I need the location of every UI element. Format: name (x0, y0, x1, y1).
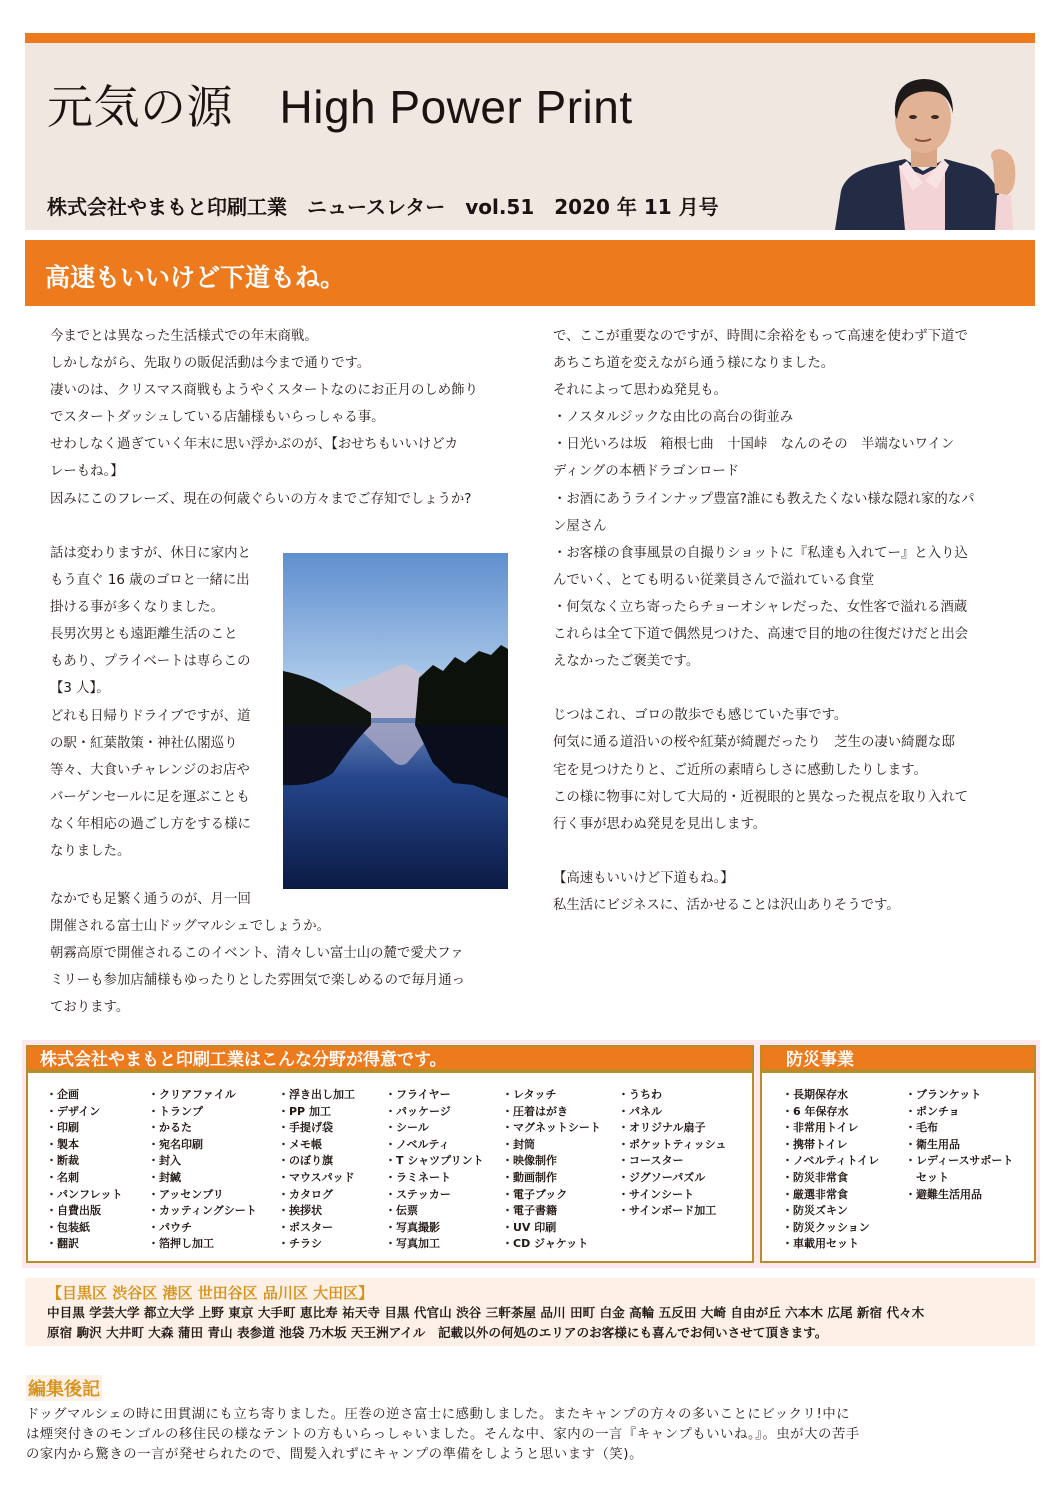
article-line: 私生活にビジネスに、活かせることは沢山ありそうです。 (553, 897, 900, 913)
service-item: ・マグネットシート (502, 1121, 601, 1135)
disaster-item: ・避難生活用品 (905, 1187, 982, 1201)
service-item: ・サインボード加工 (618, 1204, 717, 1218)
editor-note-line: は煙突付きのモンゴルの移住民の様なテントの方もいらっしゃいました。そんな中、家内の一言『キャンプもいいね。』。虫が大の苦手 (26, 1427, 860, 1442)
areas-title: 【目黒区 渋谷区 港区 世田谷区 品川区 大田区】 (47, 1284, 374, 1302)
service-item: ・オリジナル扇子 (618, 1121, 706, 1135)
service-item: ・封入 (148, 1154, 181, 1168)
service-item: ・マウスパッド (278, 1170, 355, 1184)
headline-banner (25, 240, 1035, 306)
disaster-item: ・ポンチョ (905, 1104, 960, 1118)
article-line: この様に物事に対して大局的・近視眼的と異なった視点を取り入れて (553, 789, 969, 805)
article-line: 等々、大食いチャレンジのお店や (50, 762, 250, 778)
service-item: ・製本 (46, 1137, 79, 1151)
service-item: ・ポスター (278, 1220, 333, 1234)
service-item: ・電子ブック (502, 1187, 568, 1201)
services-column-5 (502, 1087, 601, 1253)
service-item: ・封緘 (148, 1170, 181, 1184)
author-portrait-photo (827, 71, 1035, 230)
article-headline: 高速もいいけど下道もね。 (45, 263, 346, 292)
service-item: ・浮き出し加工 (278, 1088, 355, 1101)
article-line: ・日光いろは坂 箱根七曲 十国峠 なんのその 半端ないワイン (553, 437, 955, 453)
article-line: 【3 人】。 (50, 681, 110, 697)
article-line: 開催される富士山ドッグマルシェでしょうか。 (50, 919, 331, 935)
disaster-column-1 (782, 1087, 879, 1253)
service-areas (25, 1278, 1035, 1346)
article-line: 宅を見つけたりと、ご近所の素晴らしさに感動したりします。 (553, 762, 927, 778)
service-item: ・断裁 (46, 1154, 79, 1168)
disaster-item: ・防災クッション (782, 1220, 870, 1234)
article-line: どれも日帰りドライブですが、道 (50, 708, 251, 724)
article-left-bottom (50, 886, 520, 1021)
areas-list-line-1: 中目黒 学芸大学 都立大学 上野 東京 大手町 恵比寿 祐天寺 目黒 代官山 渋谷 三軒茶屋 品川 田町 白金 高輪 五反田 大崎 自由が丘 六本木 広尾 新宿 代々木 (47, 1305, 925, 1320)
article-line: じつはこれ、ゴロの散歩でも感じていた事です。 (553, 708, 848, 724)
disaster-item: ・レディースサポート (905, 1154, 1014, 1168)
service-item: ・企画 (46, 1088, 79, 1101)
service-item: ・電子書籍 (502, 1204, 557, 1218)
service-item: ・ステッカー (385, 1187, 451, 1201)
article-line: 【高速もいいけど下道もね。】 (553, 870, 734, 886)
service-item: ・メモ帳 (278, 1137, 322, 1151)
article-line: でスタートダッシュしている店舗様もいらっしゃる事。 (50, 410, 385, 426)
article-line: ディングの本栖ドラゴンロード (553, 464, 740, 480)
service-item: ・シール (385, 1121, 429, 1135)
paragraph-gap (553, 675, 1028, 702)
article-line: 長男次男とも遠距離生活のこと (50, 627, 238, 643)
service-item: ・かるた (148, 1121, 192, 1135)
article-line: ・ノスタルジックな由比の高台の街並み (553, 410, 794, 426)
top-accent-bar (25, 33, 1035, 43)
disaster-item: ・車載用セット (782, 1237, 859, 1251)
editor-note-line: ドッグマルシェの時に田貫湖にも立ち寄りました。圧巻の逆さ富士に感動しました。またキャンプの方々の多いことにビックリ!中に (26, 1407, 851, 1422)
service-item: ・パネル (618, 1104, 662, 1118)
service-item: ・写真加工 (385, 1237, 440, 1251)
service-item: ・圧着はがき (502, 1104, 568, 1118)
services-column-6 (618, 1087, 726, 1220)
article-line: 掛ける事が多くなりました。 (50, 600, 225, 616)
article-line: 因みにこのフレーズ、現在の何歳ぐらいの方々までご存知でしょうか? (50, 491, 472, 507)
service-item: ・ポケットティッシュ (618, 1137, 727, 1151)
article-line: 話は変わりますが、休日に家内と (50, 546, 251, 561)
service-item: ・サインシート (618, 1187, 694, 1201)
article-line: なりました。 (50, 844, 131, 860)
service-item: ・パウチ (148, 1220, 192, 1234)
service-item: ・パッケージ (385, 1104, 451, 1118)
service-item: ・宛名印刷 (148, 1137, 203, 1151)
disaster-item: ・非常用トイレ (782, 1121, 859, 1135)
disaster-item: ・長期保存水 (782, 1088, 848, 1101)
service-item: ・CD ジャケット (502, 1237, 589, 1251)
services-title: 株式会社やまもと印刷工業はこんな分野が得意です。 (40, 1050, 447, 1070)
disaster-item: ・6 年保存水 (782, 1104, 849, 1118)
service-item: ・UV 印刷 (502, 1220, 557, 1234)
disaster-box (760, 1045, 1036, 1263)
disaster-column-2 (905, 1087, 1013, 1203)
newsletter-title: 元気の源 High Power Print (47, 81, 633, 133)
services-column-3 (278, 1087, 355, 1253)
article-line: なく年相応の過ごし方をする様に (50, 816, 251, 832)
disaster-item: ・厳選非常食 (782, 1187, 848, 1201)
article-line: レーもね。】 (50, 464, 124, 480)
editor-note-title: 編集後記 (26, 1375, 102, 1401)
article-line: えなかったご褒美です。 (553, 654, 700, 670)
service-item: ・のぼり旗 (278, 1154, 333, 1168)
services-section (22, 1040, 1040, 1268)
service-item: ・名刺 (46, 1170, 79, 1184)
service-item: ・翻訳 (46, 1237, 79, 1251)
service-item: ・箔押し加工 (148, 1237, 214, 1251)
service-item: ・デザイン (46, 1104, 101, 1118)
service-item: ・写真撮影 (385, 1220, 440, 1234)
article-left-intro (50, 323, 520, 513)
service-item: ・アッセンブリ (148, 1187, 224, 1201)
service-item: ・封筒 (502, 1137, 535, 1151)
article-line: なかでも足繁く通うのが、月一回 (50, 892, 251, 907)
article-line: ・お酒にあうラインナップ豊富?誰にも教えたくない様な隠れ家的なパ (553, 491, 975, 507)
service-item: ・ラミネート (385, 1170, 451, 1184)
paragraph-gap (553, 838, 1028, 865)
service-item: ・ノベルティ (385, 1137, 450, 1151)
article-line: 何気に通る道沿いの桜や紅葉が綺麗だったり 芝生の凄い綺麗な邸 (553, 735, 955, 751)
article-line: 朝霧高原で開催されるこのイベント、清々しい富士山の麓で愛犬ファ (50, 946, 464, 962)
disaster-item: ・毛布 (905, 1121, 938, 1135)
services-column-4 (385, 1087, 484, 1253)
article-line: あちこち道を変えながら通う様になりました。 (553, 356, 835, 372)
masthead (25, 43, 1035, 230)
article-line: 凄いのは、クリスマス商戦もようやくスタートなのにお正月のしめ飾り (50, 383, 478, 399)
article-line: それによって思わぬ発見も。 (553, 383, 728, 399)
service-item: ・ジグソーパズル (618, 1170, 706, 1184)
service-item: ・包装紙 (46, 1220, 90, 1234)
article-line: 行く事が思わぬ発見を見出します。 (553, 816, 767, 832)
service-item: ・フライヤー (385, 1088, 451, 1101)
disaster-box-header (762, 1047, 1034, 1073)
service-item: ・うちわ (618, 1088, 662, 1101)
article-line: しかしながら、先取りの販促活動は今まで通りです。 (50, 356, 371, 372)
services-box (26, 1045, 754, 1263)
disaster-item: ・携帯トイレ (782, 1137, 848, 1151)
article-line: ・何気なく立ち寄ったらチョーオシャレだった、女性客で溢れる酒蔵 (553, 599, 968, 615)
services-box-header (28, 1047, 752, 1073)
service-item: ・T シャツプリント (385, 1154, 484, 1168)
article-line: これらは全て下道で偶然見つけた、高速で目的地の往復だけだと出会 (553, 627, 969, 643)
article-line: バーゲンセールに足を運ぶことも (50, 789, 250, 805)
service-item: ・カタログ (278, 1187, 333, 1201)
article-right-column (553, 323, 1028, 919)
editor-note-body (26, 1405, 1036, 1465)
newsletter-subtitle: 株式会社やまもと印刷工業 ニュースレター vol.51 2020 年 11 月号 (47, 195, 719, 219)
article-line: ン屋さん (553, 518, 607, 534)
article-left-narrow (50, 540, 285, 865)
editor-note-line: の家内から驚きの一言が発せられたので、間髪入れずにキャンプの準備をしようと思います（笑)。 (26, 1447, 643, 1462)
article-line: ・お客様の食事風景の自撮りショットに『私達も入れてー』と入り込 (553, 545, 968, 561)
service-item: ・挨拶状 (278, 1204, 322, 1218)
article-line: もあり、プライベートは専らこの (50, 654, 251, 670)
service-item: ・動画制作 (502, 1170, 557, 1184)
service-item: ・自費出版 (46, 1204, 101, 1218)
service-item: ・トランプ (148, 1104, 203, 1118)
service-item: ・映像制作 (502, 1154, 557, 1168)
disaster-item: セット (905, 1170, 949, 1184)
service-item: ・伝票 (385, 1204, 418, 1218)
article-line: の駅・紅葉散策・神社仏閣巡り (50, 735, 238, 751)
service-item: ・コースター (618, 1154, 684, 1168)
article-line: せわしなく過ぎていく年末に思い浮かぶのが、【おせちもいいけどカ (50, 437, 459, 453)
service-item: ・レタッチ (502, 1088, 557, 1101)
article-line: んでいく、とても明るい従業員さんで溢れている食堂 (553, 572, 875, 588)
mount-fuji-lake-photo (283, 553, 508, 889)
disaster-item: ・防災非常食 (782, 1170, 848, 1184)
article-line: 今までとは異なった生活様式での年末商戦。 (50, 329, 318, 344)
service-item: ・カッティングシート (148, 1204, 257, 1218)
disaster-item: ・ブランケット (905, 1088, 982, 1101)
article-line: ております。 (50, 1000, 130, 1016)
services-column-2 (148, 1087, 257, 1253)
article-line: もう直ぐ 16 歳のゴロと一緒に出 (50, 573, 250, 589)
service-item: ・クリアファイル (148, 1088, 236, 1101)
service-item: ・PP 加工 (278, 1104, 331, 1118)
article-line: ミリーも参加店舗様もゆったりとした雰囲気で楽しめるので毎月通っ (50, 973, 465, 989)
disaster-item: ・ノベルティトイレ (782, 1154, 880, 1168)
service-item: ・印刷 (46, 1121, 79, 1135)
services-column-1 (46, 1087, 122, 1253)
service-item: ・チラシ (278, 1237, 322, 1251)
article-line: で、ここが重要なのですが、時間に余裕をもって高速を使わず下道で (553, 329, 968, 344)
service-item: ・パンフレット (46, 1187, 123, 1201)
disaster-item: ・防災ズキン (782, 1204, 848, 1218)
disaster-item: ・衛生用品 (905, 1137, 960, 1151)
areas-list-line-2: 原宿 駒沢 大井町 大森 蒲田 青山 表参道 池袋 乃木坂 天王洲アイル 記載以外の何処のエリアのお客様にも喜んでお伺いさせて頂きます。 (47, 1325, 828, 1340)
disaster-title: 防災事業 (786, 1050, 854, 1070)
service-item: ・手提げ袋 (278, 1121, 333, 1135)
